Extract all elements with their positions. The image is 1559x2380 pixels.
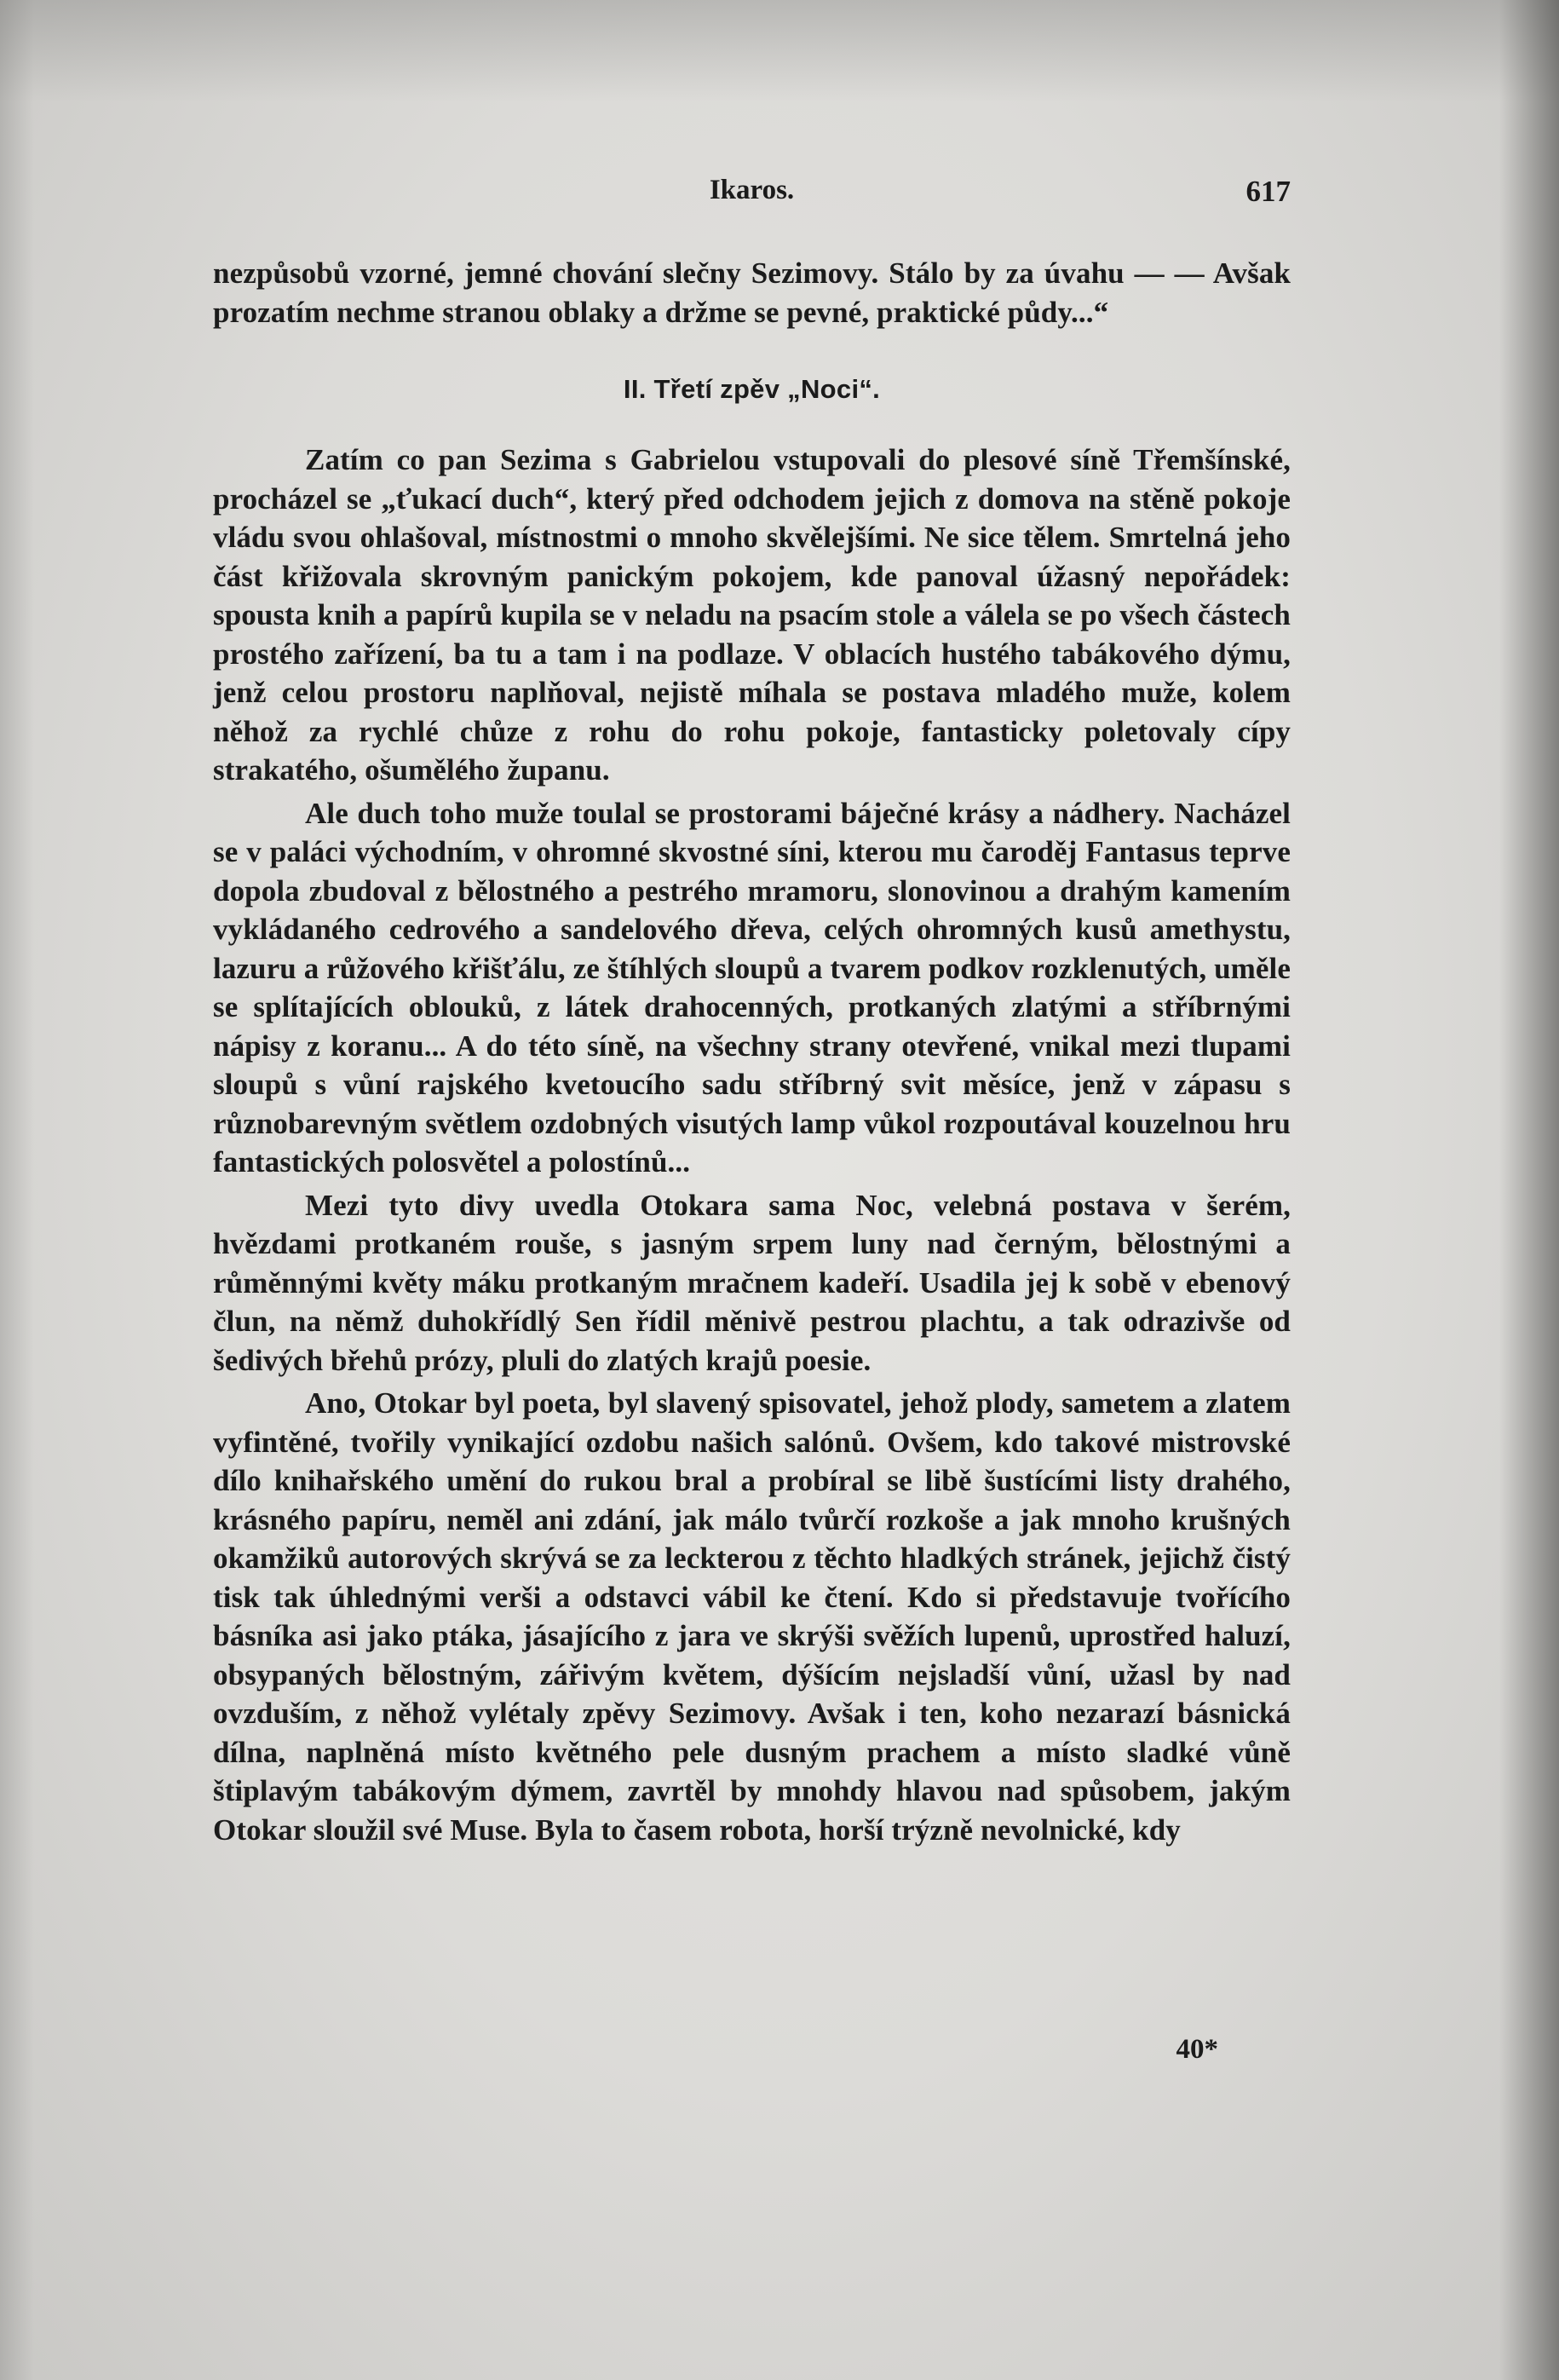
page-number: 617 bbox=[1245, 175, 1291, 208]
paragraph: Zatím co pan Sezima s Gabrielou vstupovali do plesové síně Třemšínské, procházel se „ťukací duch“, který před odchodem jejich z domova na stěně pokoje vládu svou ohlašoval, místnostmi o mnoho skvělejšími. Ne sice tělem. Smrtelná jeho část křižovala skrovným panickým pokojem, kde panoval úžasný nepořádek: spousta knih a papírů kupila se v neladu na psacím stole a válela se po všech částech prostého zařízení, ba tu a tam i na podlaze. V oblacích hustého tabákového dýmu, jenž celou prostoru naplňoval, nejistě míhala se postava mladého muže, kolem něhož za rychlé chůze z rohu do rohu pokoje, fantasticky poletovaly cípy strakatého, ošumělého županu. bbox=[213, 443, 1291, 787]
page-shadow-right bbox=[1499, 0, 1559, 2380]
paragraph: Ano, Otokar byl poeta, byl slavený spisovatel, jehož plody, sametem a zlatem vyfintěné, tvořily vynikající ozdobu našich salónů. Ovšem, kdo takové mistrovské dílo knihařského umění do rukou bral a probíral se libě šustícími listy drahého, krásného papíru, neměl ani zdání, jak málo tvůrčí rozkoše a jak mnoho krušných okamžiků autorových skrývá se za leckterou z těchto hladkých stránek, jejichž čistý tisk tak úhlednými verši a odstavci vábil ke čtení. Kdo si představuje tvořícího básníka asi jako ptáka, jásajícího z jara ve skrýši svěžích lupenů, uprostřed haluzí, obsypaných bělostným, zářivým květem, dýšícím nejsladší vůní, užasl by nad ovzduším, z něhož vylétaly zpěvy Sezimovy. Avšak i ten, koho nezarazí básnická dílna, naplněná místo květného pele dusným prachem a místo sladké vůně štiplavým tabákovým dýmem, zavrtěl by mnohdy hlavou nad spůsobem, jakým Otokar sloužil své Muse. Byla to časem robota, horší trýzně nevolnické, kdy bbox=[213, 1386, 1291, 1847]
running-title: Ikaros. bbox=[709, 175, 795, 205]
page-shadow-left bbox=[0, 0, 34, 2380]
page-shadow-top bbox=[0, 0, 1559, 102]
signature-mark: 40* bbox=[1176, 2034, 1218, 2065]
paragraph: Mezi tyto divy uvedla Otokara sama Noc, velebná postava v šerém, hvězdami protkaném rouše, s jasným srpem luny nad černým, bělostnými a růměnnými květy máku protkaným mračnem kadeří. Usadila jej k sobě v ebenový člun, na němž duhokřídlý Sen řídil měnivě pestrou plachtu, a tak odrazivše od šedivých břehů prózy, pluli do zlatých krajů poesie. bbox=[213, 1188, 1291, 1377]
intro-paragraph: nezpůsobů vzorné, jemné chování slečny Sezimovy. Stálo by za úvahu — — Avšak prozatím nechme stranou oblaky a držme se pevné, praktické půdy...“ bbox=[213, 256, 1291, 329]
section-heading: II. Třetí zpěv „Noci“. bbox=[623, 374, 881, 404]
page-header bbox=[213, 175, 1291, 217]
paragraph: Ale duch toho muže toulal se prostorami báječné krásy a nádhery. Nacházel se v paláci východním, v ohromné skvostné síni, kterou mu čaroděj Fantasus teprve dopola zbudoval z bělostného a pestrého mramoru, slonovinou a drahým kamením vykládaného cedrového a sandelového dřeva, celých ohromných kusů amethystu, lazuru a růžového křišťálu, ze štíhlých sloupů a tvarem podkov rozklenutých, uměle se splítajících oblouků, z látek drahocenných, protkaných zlatými a stříbrnými nápisy z koranu... A do této síně, na všechny strany otevřené, vnikal mezi tlupami sloupů s vůní rajského kvetoucího sadu stříbrný svit měsíce, jenž v zápasu s různobarevným světlem ozdobných visutých lamp vůkol rozpoutával kouzelnou hru fantastických polosvětel a polostínů... bbox=[213, 796, 1291, 1178]
body-text bbox=[213, 254, 1291, 1849]
